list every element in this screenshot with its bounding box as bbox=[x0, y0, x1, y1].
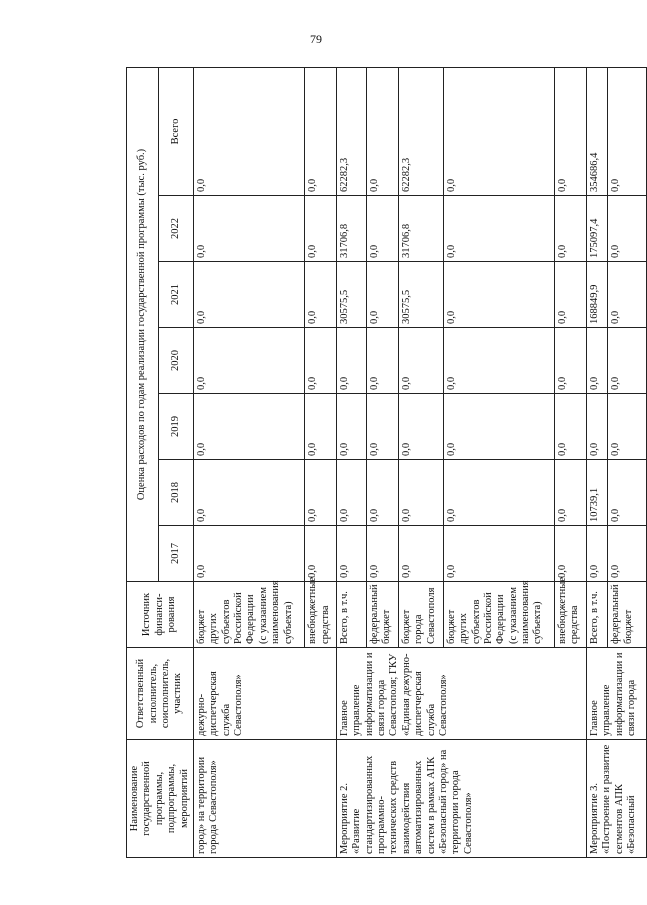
row-year-value: 0,0 bbox=[586, 328, 607, 394]
row-year-value: 0,0 bbox=[608, 328, 647, 394]
row-year-value: 0,0 bbox=[555, 460, 587, 526]
row-year-value: 175097,4 bbox=[586, 196, 607, 262]
row-source: бюджет других субъектов Российской Федерации (с указанием наименования субъекта) bbox=[443, 582, 554, 648]
row-year-value: 0,0 bbox=[586, 526, 607, 582]
row-name: Мероприятие 3. «Построение и развитие сегментов АПК «Безопасный bbox=[586, 740, 646, 858]
row-year-value: 0,0 bbox=[366, 262, 398, 328]
table-row bbox=[586, 67, 607, 857]
row-total-value: 354686,4 bbox=[586, 67, 607, 195]
row-source: Всего, в т.ч. bbox=[586, 582, 607, 648]
row-year-value: 0,0 bbox=[608, 460, 647, 526]
header-name: Наименование государственной программы, подпрограммы, мероприятий bbox=[127, 740, 194, 858]
row-total-value: 0,0 bbox=[555, 67, 587, 195]
row-total-value: 0,0 bbox=[366, 67, 398, 195]
row-source: внебюджетные средства bbox=[305, 582, 337, 648]
row-total-value: 0,0 bbox=[193, 67, 304, 195]
table-row bbox=[336, 67, 366, 857]
row-executor: дежурно-диспетчерская служба Севастополя» bbox=[193, 648, 336, 740]
row-year-value: 0,0 bbox=[193, 262, 304, 328]
row-year-value: 0,0 bbox=[398, 328, 443, 394]
row-year-value: 0,0 bbox=[193, 394, 304, 460]
row-source: Всего, в т.ч. bbox=[336, 582, 366, 648]
row-year-value: 0,0 bbox=[366, 394, 398, 460]
header-source: Источник финанси-рования bbox=[127, 582, 194, 648]
row-year-value: 0,0 bbox=[193, 328, 304, 394]
row-year-value: 0,0 bbox=[443, 394, 554, 460]
row-year-value: 0,0 bbox=[305, 460, 337, 526]
row-year-value: 10739,1 bbox=[586, 460, 607, 526]
row-source: бюджет города Севастополя bbox=[398, 582, 443, 648]
row-name: Мероприятие 2. «Развитие стандартизированных программно-технических средств взаимодействия автоматизированных систем в рамках АПК «Безопасный город» на территории города Севастополя» bbox=[336, 740, 586, 858]
row-total-value: 0,0 bbox=[608, 67, 647, 195]
header-exec: Ответственный исполнитель, соисполнитель, участник bbox=[127, 648, 194, 740]
header-year-2021: 2021 bbox=[159, 262, 194, 328]
row-name: город» на территории города Севастополя» bbox=[193, 740, 336, 858]
row-year-value: 0,0 bbox=[193, 196, 304, 262]
row-year-value: 0,0 bbox=[366, 526, 398, 582]
row-year-value: 31706,8 bbox=[336, 196, 366, 262]
row-total-value: 0,0 bbox=[305, 67, 337, 195]
row-source: бюджет других субъектов Российской Федерации (с указанием наименования субъекта) bbox=[193, 582, 304, 648]
row-year-value: 0,0 bbox=[336, 394, 366, 460]
row-year-value: 0,0 bbox=[555, 196, 587, 262]
row-year-value: 0,0 bbox=[555, 394, 587, 460]
row-year-value: 0,0 bbox=[586, 394, 607, 460]
row-year-value: 0,0 bbox=[608, 262, 647, 328]
row-source: федеральный бюджет bbox=[366, 582, 398, 648]
row-year-value: 0,0 bbox=[366, 460, 398, 526]
row-source: внебюджетные средства bbox=[555, 582, 587, 648]
row-source: федеральный бюджет bbox=[608, 582, 647, 648]
row-year-value: 0,0 bbox=[366, 328, 398, 394]
row-year-value: 31706,8 bbox=[398, 196, 443, 262]
row-year-value: 0,0 bbox=[366, 196, 398, 262]
row-year-value: 0,0 bbox=[443, 196, 554, 262]
row-year-value: 0,0 bbox=[336, 526, 366, 582]
row-year-value: 30575,5 bbox=[398, 262, 443, 328]
row-executor: Главное управление информатизации и связи города bbox=[586, 648, 646, 740]
row-year-value: 0,0 bbox=[555, 262, 587, 328]
row-year-value: 0,0 bbox=[193, 526, 304, 582]
header-year-2017: 2017 bbox=[159, 526, 194, 582]
budget-table bbox=[126, 67, 647, 858]
header-estimate: Оценка расходов по годам реализации государственной программы (тыс. руб.) bbox=[127, 67, 159, 581]
table-body bbox=[193, 67, 646, 857]
row-executor: Главное управление информатизации и связи города Севастополя; ГКУ «Единая дежурно-диспетчерская служба Севастополя» bbox=[336, 648, 586, 740]
row-year-value: 0,0 bbox=[336, 460, 366, 526]
row-year-value: 0,0 bbox=[305, 262, 337, 328]
row-year-value: 0,0 bbox=[608, 196, 647, 262]
row-year-value: 0,0 bbox=[608, 394, 647, 460]
table-row bbox=[193, 67, 304, 857]
row-year-value: 0,0 bbox=[443, 460, 554, 526]
row-year-value: 0,0 bbox=[398, 460, 443, 526]
header-year-2020: 2020 bbox=[159, 328, 194, 394]
row-total-value: 0,0 bbox=[443, 67, 554, 195]
row-year-value: 0,0 bbox=[305, 196, 337, 262]
row-year-value: 0,0 bbox=[398, 526, 443, 582]
row-total-value: 62282,3 bbox=[336, 67, 366, 195]
row-year-value: 0,0 bbox=[555, 328, 587, 394]
row-year-value: 0,0 bbox=[443, 262, 554, 328]
row-year-value: 0,0 bbox=[305, 328, 337, 394]
header-total: Всего bbox=[159, 67, 194, 195]
row-year-value: 0,0 bbox=[443, 526, 554, 582]
budget-table-rotated bbox=[126, 68, 638, 858]
row-total-value: 62282,3 bbox=[398, 67, 443, 195]
row-year-value: 0,0 bbox=[608, 526, 647, 582]
row-year-value: 0,0 bbox=[305, 394, 337, 460]
row-year-value: 0,0 bbox=[193, 460, 304, 526]
row-year-value: 0,0 bbox=[336, 328, 366, 394]
row-year-value: 168849,9 bbox=[586, 262, 607, 328]
header-year-2022: 2022 bbox=[159, 196, 194, 262]
row-year-value: 0,0 bbox=[398, 394, 443, 460]
row-year-value: 0,0 bbox=[443, 328, 554, 394]
row-year-value: 0,0 bbox=[555, 526, 587, 582]
row-year-value: 30575,5 bbox=[336, 262, 366, 328]
row-year-value: 0,0 bbox=[305, 526, 337, 582]
header-year-2018: 2018 bbox=[159, 460, 194, 526]
page-number: 79 bbox=[310, 32, 322, 46]
header-year-2019: 2019 bbox=[159, 394, 194, 460]
